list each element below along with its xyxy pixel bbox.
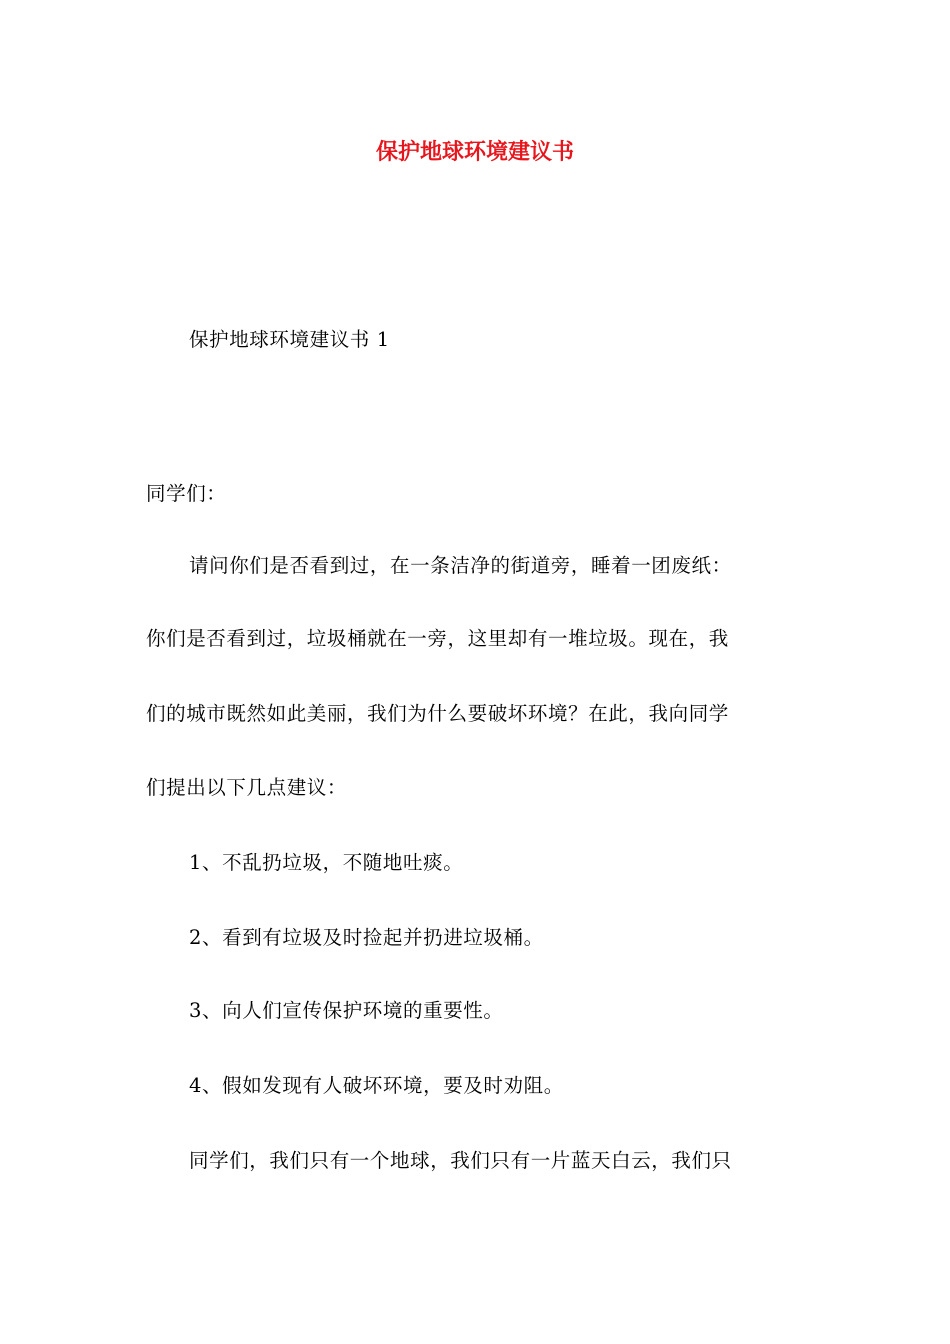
- paragraph-line-4: 们提出以下几点建议：: [146, 776, 348, 799]
- suggestion-item-4: 4、假如发现有人破坏环境，要及时劝阻。: [189, 1074, 564, 1097]
- suggestion-item-2: 2、看到有垃圾及时捡起并扔进垃圾桶。: [189, 926, 544, 949]
- paragraph-line-3: 们的城市既然如此美丽，我们为什么要破坏环境？在此，我向同学: [146, 702, 729, 725]
- greeting: 同学们：: [146, 482, 227, 505]
- document-title: 保护地球环境建议书: [375, 139, 574, 165]
- section-heading: 保护地球环境建议书 1: [189, 328, 390, 351]
- suggestion-item-3: 3、向人们宣传保护环境的重要性。: [189, 999, 504, 1022]
- suggestion-item-1: 1、不乱扔垃圾，不随地吐痰。: [189, 851, 464, 874]
- paragraph-line-2: 你们是否看到过，垃圾桶就在一旁，这里却有一堆垃圾。现在，我: [146, 627, 729, 650]
- closing-paragraph-line: 同学们，我们只有一个地球，我们只有一片蓝天白云，我们只: [189, 1149, 732, 1172]
- paragraph-line-1: 请问你们是否看到过，在一条洁净的街道旁，睡着一团废纸：: [189, 554, 732, 577]
